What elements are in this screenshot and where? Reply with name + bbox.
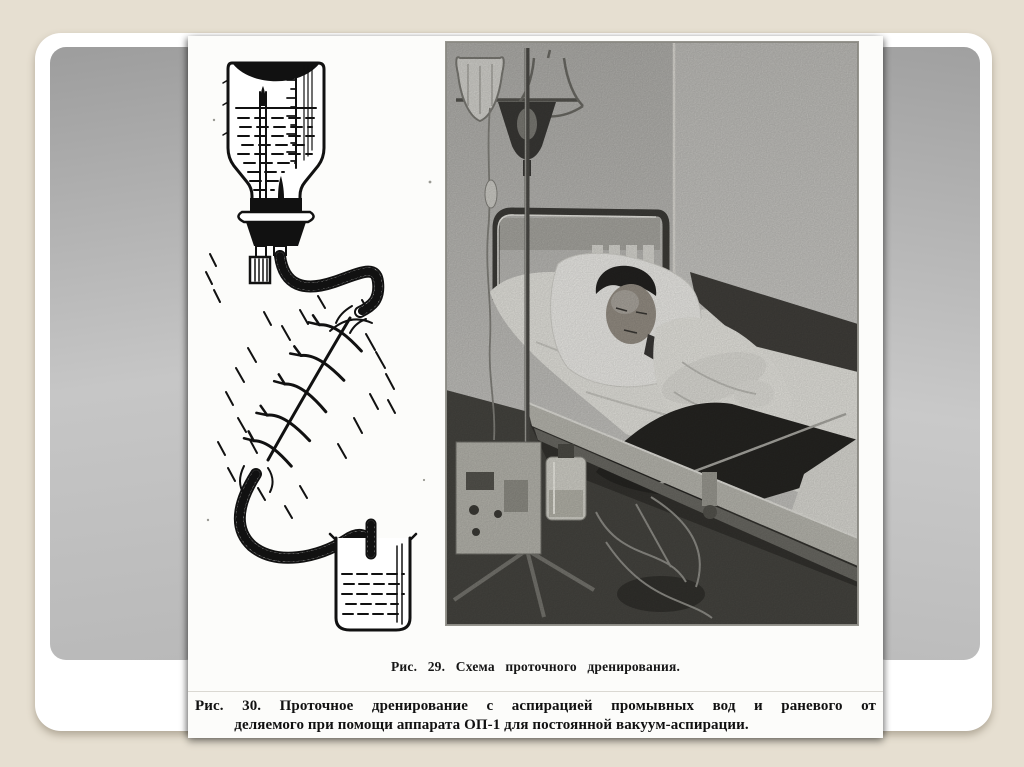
sutured-wound (206, 254, 395, 518)
fig30-caption-line2: деляемого при помощи аппарата ОП-1 для постоянной вакуум-аспирации. (234, 717, 749, 733)
scan-seam-line (188, 691, 883, 692)
fig30-photo (446, 42, 858, 625)
left-gray-panel (50, 47, 202, 660)
collection-beaker (330, 524, 416, 630)
inverted-irrigation-bottle (223, 63, 324, 283)
fig30-caption (188, 697, 883, 735)
scan-specks (207, 119, 432, 521)
fig30-caption-line1: Рис. 30. Проточное дренирование с аспирацией промывных вод и раневого от (195, 698, 876, 714)
scanned-page (188, 36, 883, 738)
halftone-grain (446, 42, 858, 625)
right-gray-panel (870, 47, 980, 660)
fig29-caption: Рис. 29. Схема проточного дренирования. (390, 659, 681, 674)
corrugated-inflow-tube (280, 256, 378, 333)
